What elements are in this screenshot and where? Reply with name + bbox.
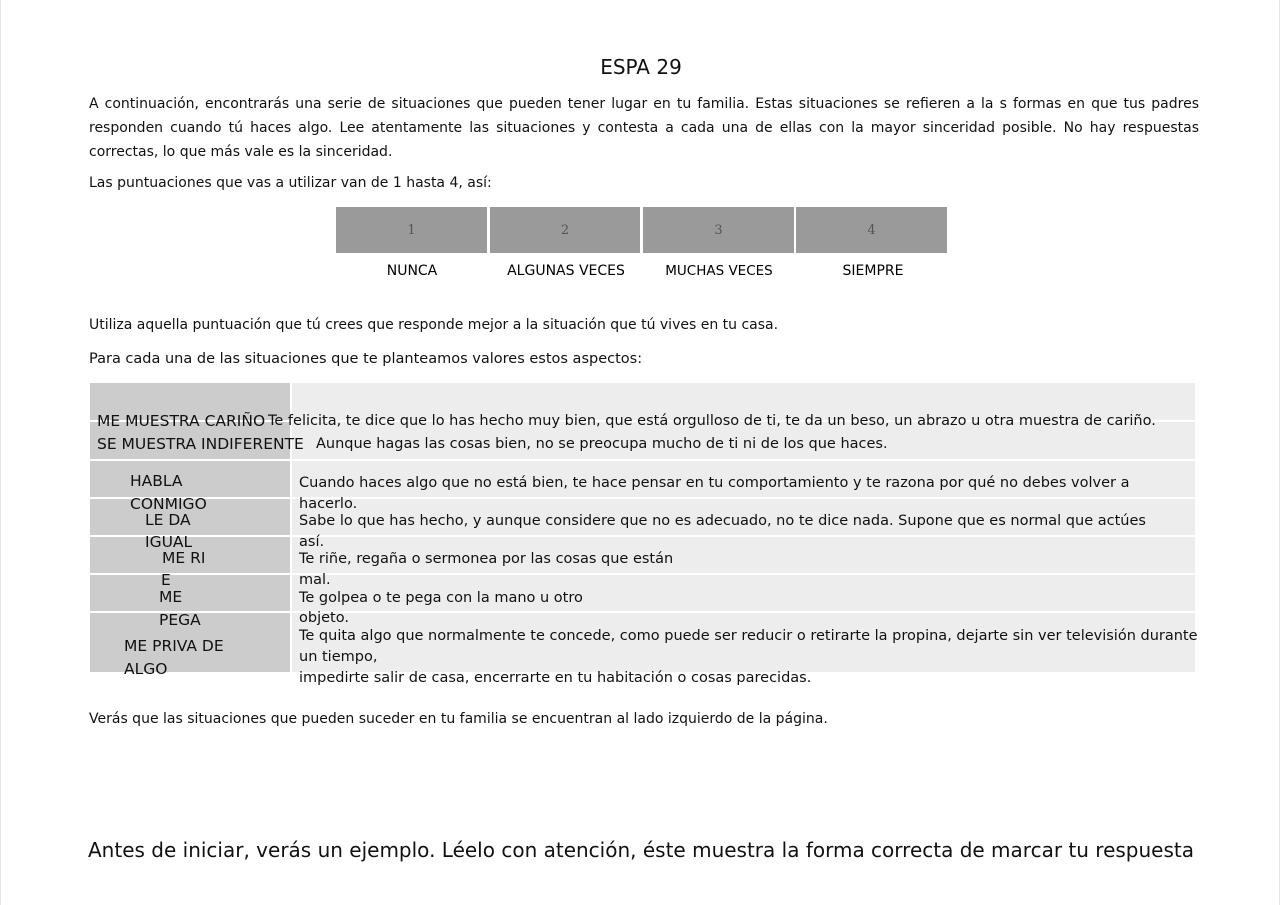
scale-label-2: ALGUNAS VECES (507, 263, 625, 279)
aspect-desc: Te quita algo que normalmente te concede, como puede ser reducir o retirarte la propina, dejarte sin ver televisión durante (299, 628, 1198, 644)
scale-label-3: MUCHAS VECES (665, 263, 773, 279)
table-cell (90, 575, 290, 611)
page-title: ESPA 29 (600, 55, 682, 79)
aspect-name: ME MUESTRA CARIÑO (97, 412, 266, 430)
use-instruction: Utiliza aquella puntuación que tú crees que responde mejor a la situación que tú vives en tu casa. (89, 317, 779, 333)
aspects-instruction: Para cada una de las situaciones que te planteamos valores estos aspectos: (89, 351, 643, 367)
aspect-name: LE DA (145, 511, 191, 529)
aspect-desc: mal. (299, 572, 331, 588)
aspect-desc: Cuando haces algo que no está bien, te hace pensar en tu comportamiento y te razona por qué no debes volver a (299, 475, 1130, 491)
table-cell (90, 461, 290, 497)
scale-value-1: 1 (336, 207, 487, 253)
aspect-desc: un tiempo, (299, 649, 378, 665)
aspect-name: CONMIGO (130, 495, 207, 513)
scale-value-4: 4 (796, 207, 947, 253)
scale-intro: Las puntuaciones que vas a utilizar van de 1 hasta 4, así: (89, 175, 492, 191)
scale-label-1: NUNCA (386, 263, 438, 279)
scale-value-3: 3 (643, 207, 794, 253)
left-side-note: Verás que las situaciones que pueden suceder en tu familia se encuentran al lado izquierdo de la página. (89, 711, 828, 727)
aspect-name: SE MUESTRA INDIFERENTE (97, 435, 304, 453)
intro-paragraph: A continuación, encontrarás una serie de situaciones que pueden tener lugar en tu familia. Estas situaciones se refieren a la s formas en que tus padres responden cuando tú haces algo. Lee atentamente las situaciones y contesta a cada una de ellas con la mayor sinceridad posible. No hay respuestas correctas, lo que más vale es la sinceridad. (89, 96, 1199, 160)
aspect-name: PEGA (159, 611, 201, 629)
aspect-name: ME PRIVA DE (124, 637, 224, 655)
aspect-name: HABLA (130, 472, 183, 490)
example-heading: Antes de iniciar, verás un ejemplo. Léelo con atención, éste muestra la forma correcta de marcar tu respuesta (88, 838, 1194, 862)
aspect-desc: Te felicita, te dice que lo has hecho muy bien, que está orgulloso de ti, te da un beso, un abrazo u otra muestra de cariño. (268, 413, 1156, 429)
aspect-desc: Te golpea o te pega con la mano u otro (299, 590, 583, 606)
aspect-name: ME (159, 588, 183, 606)
aspect-name: E (161, 571, 171, 589)
aspect-desc: Aunque hagas las cosas bien, no se preocupa mucho de ti ni de los que haces. (316, 436, 888, 452)
aspect-desc: Te riñe, regaña o sermonea por las cosas que están (299, 551, 674, 567)
aspect-desc: Sabe lo que has hecho, y aunque considere que no es adecuado, no te dice nada. Supone que es normal que actúes (299, 513, 1146, 529)
aspect-name: ALGO (124, 660, 168, 678)
aspect-desc: hacerlo. (299, 496, 358, 512)
aspect-name: ME RI (162, 549, 206, 567)
aspect-desc: impedirte salir de casa, encerrarte en tu habitación o cosas parecidas. (299, 670, 812, 686)
aspect-name: IGUAL (145, 533, 193, 551)
scale-value-2: 2 (490, 207, 640, 253)
aspect-desc: objeto. (299, 610, 349, 626)
aspect-desc: así. (299, 534, 325, 550)
scale-label-4: SIEMPRE (842, 263, 904, 279)
